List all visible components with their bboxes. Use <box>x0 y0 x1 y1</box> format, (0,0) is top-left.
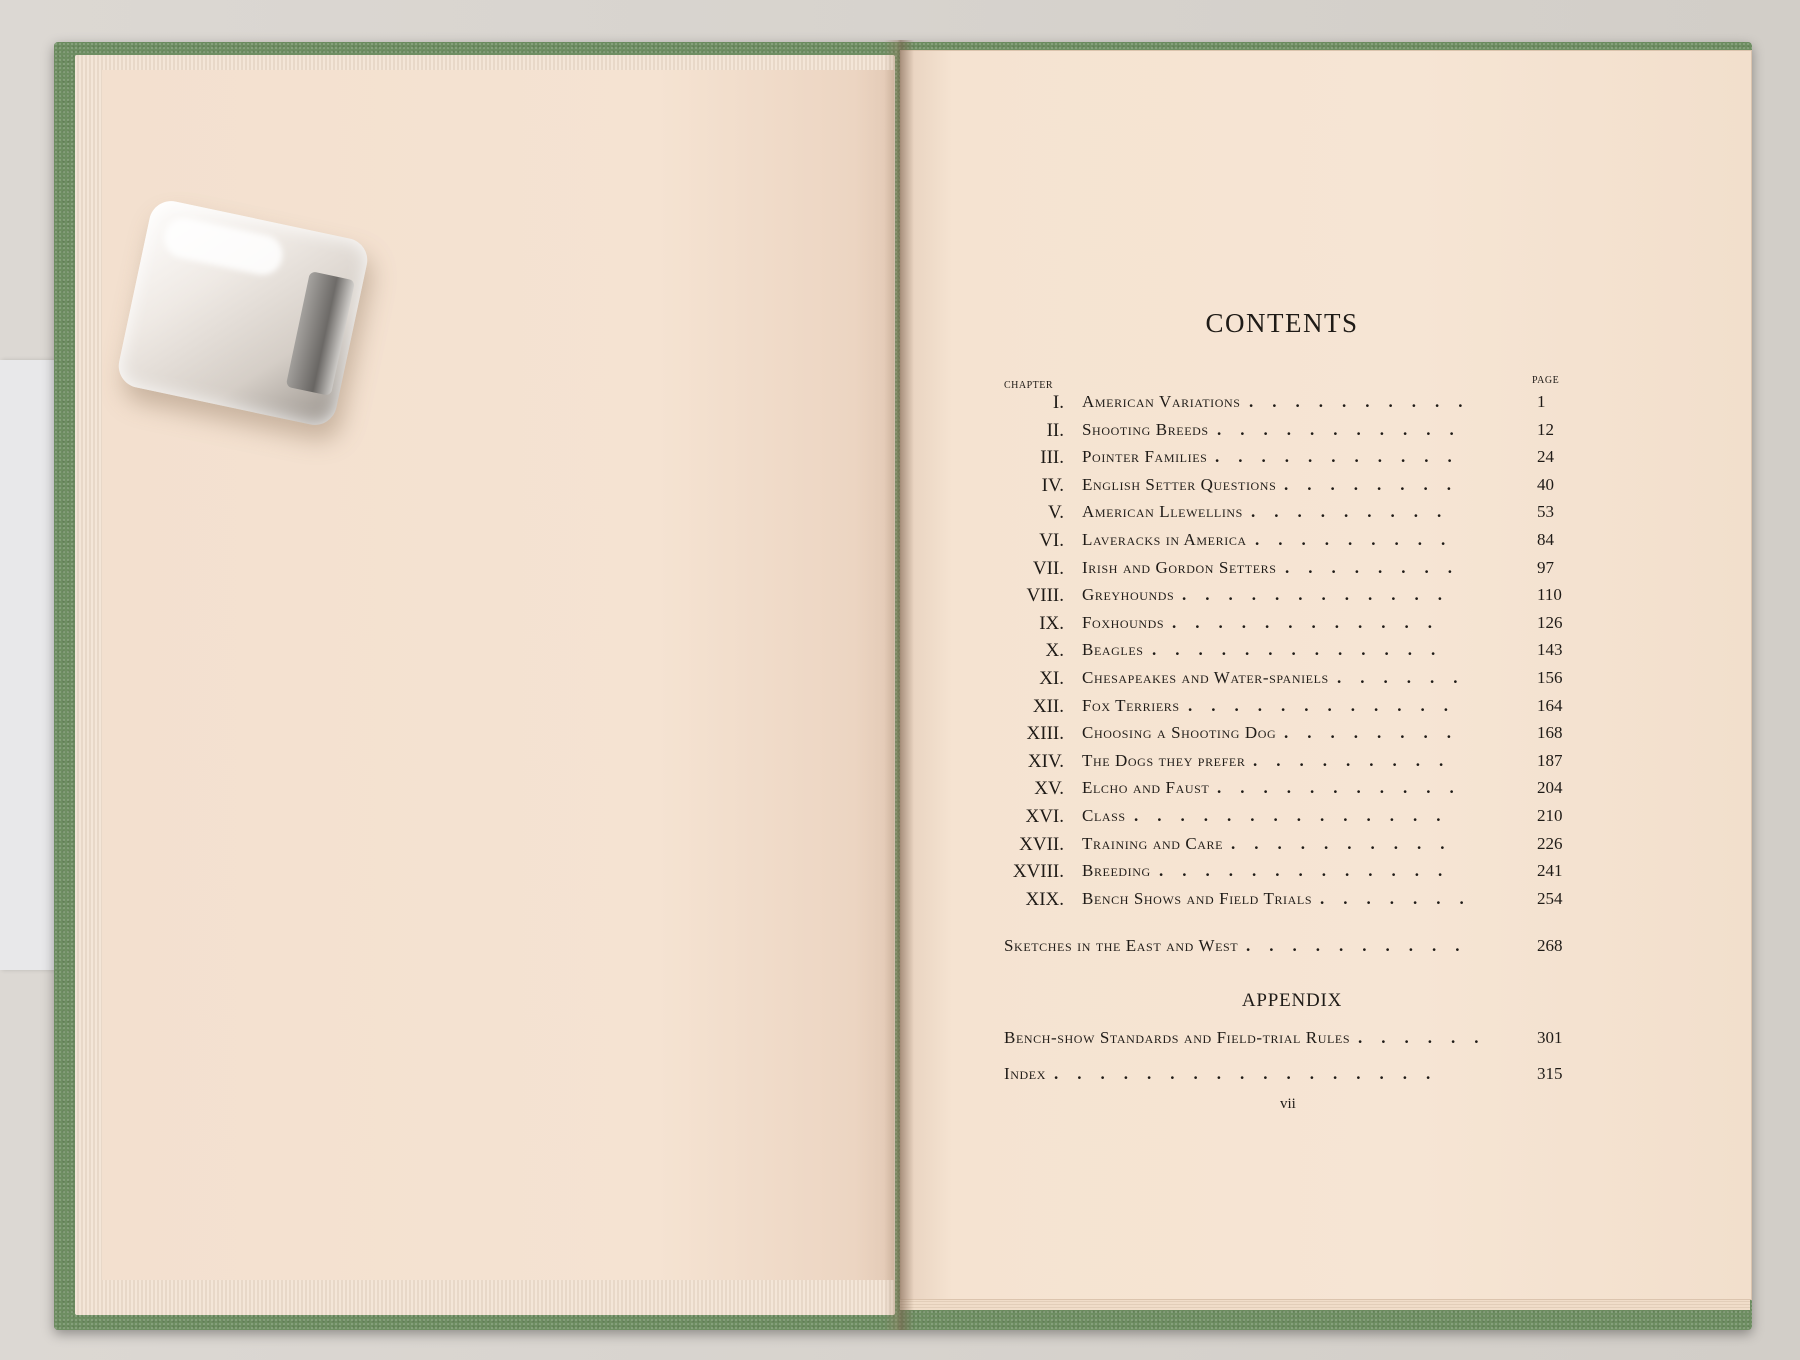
entry-title: Bench-show Standards and Field-trial Rules <box>1004 1028 1351 1047</box>
chapter-number: VIII. <box>1026 585 1064 606</box>
toc-row <box>1002 558 1582 584</box>
page-number: 226 <box>1537 834 1563 853</box>
dot-leader: ......... <box>1255 530 1465 549</box>
entry-title: Index <box>1004 1064 1046 1083</box>
page-number: 156 <box>1537 668 1563 687</box>
chapter-number: XI. <box>1039 668 1064 689</box>
appendix-title: APPENDIX <box>1241 990 1343 1011</box>
page-number: 110 <box>1537 585 1562 604</box>
entry-title: Laveracks in America <box>1082 530 1247 549</box>
contents-title: CONTENTS <box>1205 308 1359 338</box>
chapter-number: IX. <box>1039 613 1064 634</box>
entry-title: Pointer Families <box>1082 447 1208 466</box>
entry-title: American Variations <box>1082 392 1241 411</box>
toc-row <box>1002 936 1582 962</box>
entry-title: English Setter Questions <box>1082 475 1277 494</box>
page-column-header: PAGE <box>1532 375 1560 386</box>
dot-leader: ........ <box>1284 475 1470 494</box>
toc-row <box>1002 585 1582 611</box>
toc-row <box>1002 420 1582 446</box>
toc-row <box>1002 502 1582 528</box>
toc-row <box>1002 723 1582 749</box>
toc-row <box>1002 806 1582 832</box>
page-number: 187 <box>1537 751 1563 770</box>
chapter-number: VII. <box>1032 558 1064 579</box>
chapter-number: XIV. <box>1027 751 1064 772</box>
dot-leader: .............. <box>1134 806 1460 825</box>
dot-leader: ............ <box>1172 613 1451 632</box>
toc-row <box>1002 1028 1582 1054</box>
toc-row <box>1002 696 1582 722</box>
entry-title: Class <box>1082 806 1126 825</box>
dot-leader: ......... <box>1253 751 1463 770</box>
chapter-number: XVI. <box>1025 806 1064 827</box>
paperweight-highlight <box>161 214 287 278</box>
chapter-number: II. <box>1046 420 1064 441</box>
white-card-edge <box>0 360 60 970</box>
toc-row <box>1002 861 1582 887</box>
toc-row <box>1002 889 1582 915</box>
page-number: 53 <box>1537 502 1554 521</box>
page-number: 24 <box>1537 447 1554 466</box>
dot-leader: ......... <box>1251 502 1461 521</box>
entry-title: The Dogs they prefer <box>1082 751 1246 770</box>
dot-leader: ...... <box>1358 1028 1498 1047</box>
dot-leader: ...... <box>1337 668 1477 687</box>
chapter-number: XVII. <box>1019 834 1064 855</box>
dot-leader: ............ <box>1182 585 1461 604</box>
chapter-number: III. <box>1040 447 1064 468</box>
toc-row <box>1002 778 1582 804</box>
page-number: 97 <box>1537 558 1554 577</box>
page-number: 168 <box>1537 723 1563 742</box>
chapter-number: XV. <box>1034 778 1064 799</box>
entry-title: Beagles <box>1082 640 1144 659</box>
entry-title: Foxhounds <box>1082 613 1165 632</box>
dot-leader: .......... <box>1231 834 1464 853</box>
entry-title: Irish and Gordon Setters <box>1082 558 1277 577</box>
page-number: 126 <box>1537 613 1563 632</box>
page-number: 12 <box>1537 420 1554 439</box>
dot-leader: ............. <box>1152 640 1455 659</box>
page-number: 268 <box>1537 936 1563 955</box>
book-gutter <box>884 40 914 1330</box>
entry-title: Choosing a Shooting Dog <box>1082 723 1277 742</box>
toc-row <box>1002 668 1582 694</box>
toc-row <box>1002 475 1582 501</box>
chapter-number: XIII. <box>1026 723 1064 744</box>
dot-leader: ........... <box>1217 778 1473 797</box>
page-number: 315 <box>1537 1064 1563 1083</box>
entry-title: Chesapeakes and Water-spaniels <box>1082 668 1329 687</box>
chapter-number: V. <box>1047 502 1064 523</box>
dot-leader: ........ <box>1285 558 1471 577</box>
dot-leader: ........... <box>1217 420 1473 439</box>
page-number: 84 <box>1537 530 1554 549</box>
entry-title: American Llewellins <box>1082 502 1243 521</box>
dot-leader: ........ <box>1284 723 1470 742</box>
dot-leader: .......... <box>1246 936 1479 955</box>
page-number: 164 <box>1537 696 1563 715</box>
dot-leader: ............ <box>1188 696 1467 715</box>
toc-row <box>1002 640 1582 666</box>
page-number: 1 <box>1537 392 1546 411</box>
entry-title: Elcho and Faust <box>1082 778 1210 797</box>
toc-row <box>1002 834 1582 860</box>
dot-leader: ................. <box>1054 1064 1450 1083</box>
toc-row <box>1002 530 1582 556</box>
page-number: 204 <box>1537 778 1563 797</box>
entry-title: Breeding <box>1082 861 1151 880</box>
page-number: 143 <box>1537 640 1563 659</box>
page-number: 40 <box>1537 475 1554 494</box>
chapter-number: I. <box>1052 392 1064 413</box>
entry-title: Fox Terriers <box>1082 696 1180 715</box>
toc-row <box>1002 392 1582 418</box>
chapter-number: XIX. <box>1025 889 1064 910</box>
chapter-number: XVIII. <box>1012 861 1064 882</box>
dot-leader: .......... <box>1249 392 1482 411</box>
page-number: 254 <box>1537 889 1563 908</box>
toc-row <box>1002 447 1582 473</box>
page-number: 301 <box>1537 1028 1563 1047</box>
dot-leader: ........... <box>1215 447 1471 466</box>
entry-title: Training and Care <box>1082 834 1224 853</box>
dot-leader: ............. <box>1159 861 1462 880</box>
chapter-number: IV. <box>1041 475 1064 496</box>
page-number: 241 <box>1537 861 1563 880</box>
dot-leader: ....... <box>1320 889 1483 908</box>
toc-row <box>1002 613 1582 639</box>
chapter-number: VI. <box>1039 530 1064 551</box>
page-number: 210 <box>1537 806 1563 825</box>
toc-row <box>1002 751 1582 777</box>
toc-row <box>1002 1064 1582 1090</box>
page-folio: vii <box>1280 1096 1296 1112</box>
chapter-number: X. <box>1045 640 1064 661</box>
entry-title: Shooting Breeds <box>1082 420 1209 439</box>
chapter-column-header: CHAPTER <box>1004 380 1054 391</box>
entry-title: Sketches in the East and West <box>1004 936 1239 955</box>
chapter-number: XII. <box>1032 696 1064 717</box>
entry-title: Bench Shows and Field Trials <box>1082 889 1313 908</box>
entry-title: Greyhounds <box>1082 585 1175 604</box>
